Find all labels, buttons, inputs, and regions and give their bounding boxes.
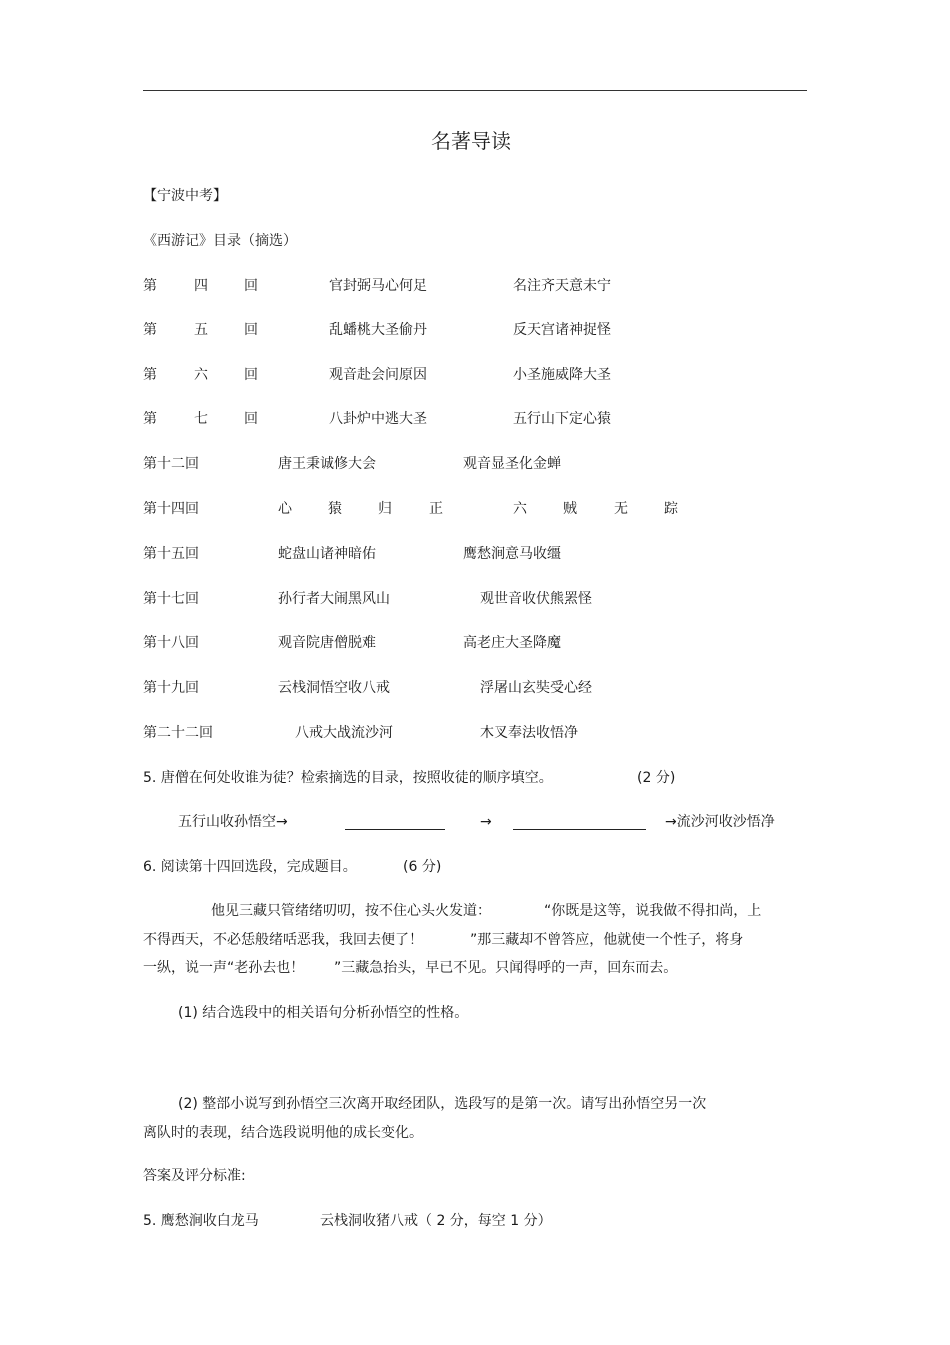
fill-start-text: 五行山收孙悟空→ [178, 814, 288, 830]
catalog-row-10-b: 浮屠山玄奘受心经 [480, 680, 592, 696]
catalog-row-1-c1: 第 [143, 278, 157, 294]
passage-line-1a: 他见三藏只管绪绪叨叨，按不住心头火发道： [211, 903, 491, 919]
catalog-row-6-b-char-4: 踪 [664, 501, 678, 517]
catalog-row-2-c3: 回 [244, 322, 258, 338]
fill-end-text: →流沙河收沙悟净 [665, 814, 775, 830]
catalog-row-1-a: 官封弼马心何足 [329, 278, 427, 294]
catalog-row-6-b-char-2: 贼 [563, 501, 577, 517]
section-label: 【宁波中考】 [143, 188, 227, 204]
catalog-row-3-b: 小圣施威降大圣 [513, 367, 611, 383]
catalog-row-1-b: 名注齐天意未宁 [513, 278, 611, 294]
book-intro: 《西游记》目录（摘选） [143, 233, 297, 249]
catalog-row-6-b-char-1: 六 [513, 501, 527, 517]
catalog-row-4-c2: 七 [194, 411, 208, 427]
question-5-text: 5. 唐僧在何处收谁为徒？检索摘选的目录，按照收徒的顺序填空。 [143, 770, 553, 786]
catalog-row-3-c1: 第 [143, 367, 157, 383]
question-6-text: 6. 阅读第十四回选段，完成题目。 [143, 859, 357, 875]
catalog-row-11-chapter: 第二十二回 [143, 725, 213, 741]
catalog-row-5-chapter: 第十二回 [143, 456, 199, 472]
subquestion-1: (1) 结合选段中的相关语句分析孙悟空的性格。 [178, 1005, 469, 1021]
passage-line-1b: “你既是这等，说我做不得扣尚，上 [544, 903, 762, 919]
top-rule [143, 90, 807, 91]
answer-heading: 答案及评分标准: [143, 1168, 246, 1184]
answer-5-part-b: 云栈洞收猪八戒（ 2 分，每空 1 分） [320, 1213, 552, 1229]
passage-line-2a: 不得西天，不必恁般绪咶恶我，我回去便了！ [143, 932, 423, 948]
catalog-row-2-a: 乱蟠桃大圣偷丹 [329, 322, 427, 338]
catalog-row-4-b: 五行山下定心猿 [513, 411, 611, 427]
catalog-row-6-a-char-3: 归 [378, 501, 392, 517]
catalog-row-7-a: 蛇盘山诸神暗佑 [278, 546, 376, 562]
catalog-row-11-a: 八戒大战流沙河 [295, 725, 393, 741]
catalog-row-4-a: 八卦炉中逃大圣 [329, 411, 427, 427]
catalog-row-5-a: 唐王秉诚修大会 [278, 456, 376, 472]
catalog-row-4-c1: 第 [143, 411, 157, 427]
passage-line-3a: 一纵，说一声“老孙去也！ [143, 960, 305, 976]
catalog-row-6-b-char-3: 无 [614, 501, 628, 517]
catalog-row-9-b: 高老庄大圣降魔 [463, 635, 561, 651]
subquestion-2-line-2: 离队时的表现，结合选段说明他的成长变化。 [143, 1125, 423, 1141]
catalog-row-4-c3: 回 [244, 411, 258, 427]
catalog-row-1-c2: 四 [194, 278, 208, 294]
catalog-row-2-b: 反天宫诸神捉怪 [513, 322, 611, 338]
catalog-row-11-b: 木叉奉法收悟净 [480, 725, 578, 741]
catalog-row-6-a-char-2: 猿 [328, 501, 342, 517]
fill-blank-2[interactable] [513, 829, 646, 830]
catalog-row-3-a: 观音赴会问原因 [329, 367, 427, 383]
answer-5-part-a: 5. 鹰愁涧收白龙马 [143, 1213, 259, 1229]
passage-line-2b: ”那三藏却不曾答应，他就使一个性子，将身 [470, 932, 744, 948]
catalog-row-6-a-char-4: 正 [429, 501, 443, 517]
question-6-score: (6 分) [403, 859, 442, 875]
catalog-row-9-chapter: 第十八回 [143, 635, 199, 651]
catalog-row-8-a: 孙行者大闹黑风山 [278, 591, 390, 607]
question-5-score: (2 分) [637, 770, 676, 786]
catalog-row-10-a: 云栈洞悟空收八戒 [278, 680, 390, 696]
passage-line-3b: ”三藏急抬头，早已不见。只闻得呼的一声，回东而去。 [334, 960, 678, 976]
fill-blank-1[interactable] [345, 829, 445, 830]
catalog-row-2-c1: 第 [143, 322, 157, 338]
catalog-row-10-chapter: 第十九回 [143, 680, 199, 696]
catalog-row-8-b: 观世音收伏熊罴怪 [480, 591, 592, 607]
subquestion-2-line-1: (2) 整部小说写到孙悟空三次离开取经团队，选段写的是第一次。请写出孙悟空另一次 [178, 1096, 707, 1112]
catalog-row-5-b: 观音显圣化金蝉 [463, 456, 561, 472]
catalog-row-3-c3: 回 [244, 367, 258, 383]
fill-arrow: → [480, 814, 492, 830]
catalog-row-2-c2: 五 [194, 322, 208, 338]
catalog-row-7-chapter: 第十五回 [143, 546, 199, 562]
catalog-row-6-a-char-1: 心 [278, 501, 292, 517]
catalog-row-7-b: 鹰愁涧意马收缰 [463, 546, 561, 562]
page-title: 名著导读 [431, 129, 511, 153]
catalog-row-8-chapter: 第十七回 [143, 591, 199, 607]
catalog-row-6-chapter: 第十四回 [143, 501, 199, 517]
catalog-row-1-c3: 回 [244, 278, 258, 294]
catalog-row-9-a: 观音院唐僧脱难 [278, 635, 376, 651]
catalog-row-3-c2: 六 [194, 367, 208, 383]
